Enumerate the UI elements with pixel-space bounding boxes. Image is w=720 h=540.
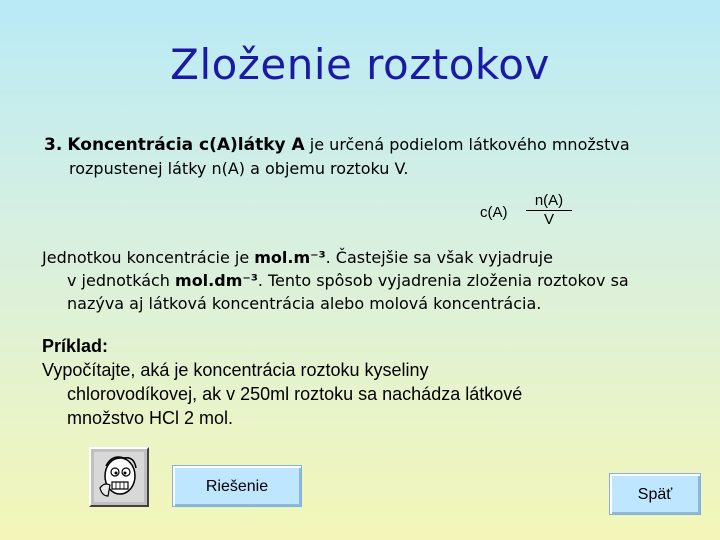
unit-text-2: . Častejšie sa však vyjadruje	[325, 248, 553, 267]
definition-term: Koncentrácia c(A)látky A	[67, 135, 305, 155]
definition-text-2: rozpustenej látky n(A) a objemu roztoku V.	[69, 159, 409, 178]
unit-text-4: . Tento spôsob vyjadrenia zloženia roztokov sa	[257, 271, 629, 290]
definition-text-1: je určená podielom látkového množstva	[309, 135, 630, 154]
unit-paragraph	[42, 246, 692, 315]
unit-2: mol.dm⁻³	[175, 271, 258, 290]
example-line-1: Vypočítajte, aká je koncentrácia roztoku kyseliny	[42, 360, 429, 380]
example-heading: Príklad:	[42, 336, 109, 356]
thinking-face-graphic	[94, 452, 144, 502]
back-button[interactable]: Späť	[609, 473, 701, 515]
formula-denominator: V	[543, 211, 554, 228]
definition-number: 3.	[44, 135, 63, 155]
formula-lhs: c(A)	[480, 204, 508, 221]
example-paragraph	[42, 334, 662, 430]
thinking-face-icon[interactable]	[89, 447, 149, 507]
formula-numerator: n(A)	[526, 192, 572, 211]
unit-1: mol.m⁻³	[254, 248, 326, 267]
unit-text-3: v jednotkách	[67, 271, 176, 290]
concentration-definition	[44, 133, 684, 181]
example-line-3: množstvo HCl 2 mol.	[67, 408, 234, 428]
example-line-2: chlorovodíkovej, ak v 250ml roztoku sa nachádza látkové	[67, 384, 523, 404]
page-title: Zloženie roztokov	[170, 40, 550, 89]
unit-text-1: Jednotkou koncentrácie je	[42, 248, 255, 267]
formula-fraction	[526, 192, 572, 228]
unit-text-5: nazýva aj látková koncentrácia alebo molová koncentrácia.	[67, 294, 542, 313]
solution-button[interactable]: Riešenie	[172, 465, 302, 507]
